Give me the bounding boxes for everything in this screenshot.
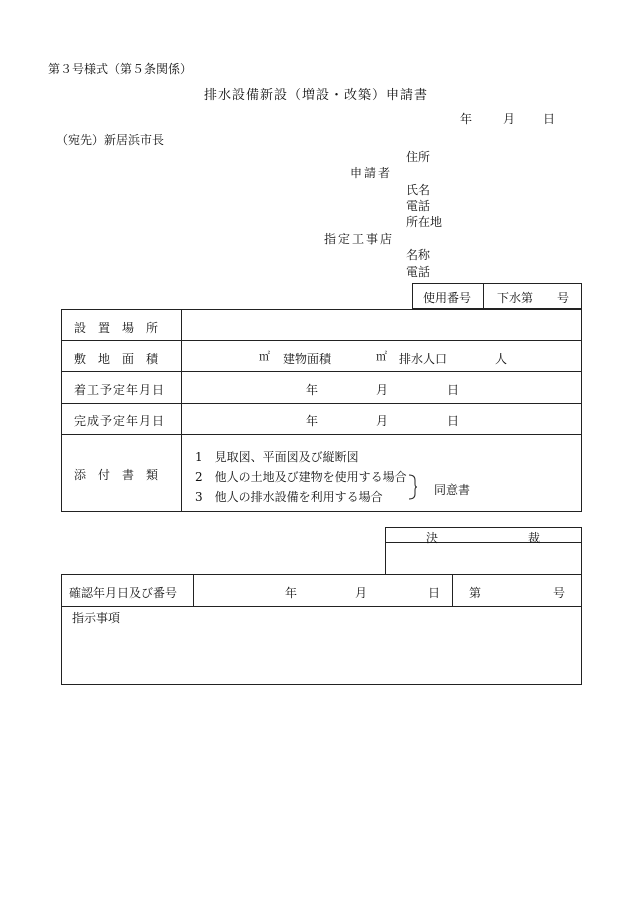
decision-label-right: 裁: [528, 531, 541, 545]
confirmation-number-suffix: 号: [553, 586, 566, 600]
site-area-label: 敷地面積: [74, 352, 171, 366]
completion-date-year: 年: [306, 414, 319, 428]
confirmation-year: 年: [285, 586, 298, 600]
attachment-item-2: 2 他人の土地及び建物を使用する場合: [195, 470, 407, 484]
contractor-name-label: 名称: [406, 248, 431, 262]
start-date-label: 着工予定年月日: [74, 383, 166, 397]
consent-label: 同意書: [434, 483, 471, 497]
confirmation-month: 月: [355, 586, 368, 600]
install-location-text: 設置場所: [74, 321, 171, 335]
usage-number-label: 使用番号: [423, 291, 472, 305]
drainage-population-unit: 人: [495, 352, 508, 366]
decision-label-left: 決: [426, 531, 439, 545]
decision-box: [385, 527, 582, 575]
date-month-label: 月: [503, 112, 516, 126]
contractor-label: 指定工事店: [324, 232, 395, 246]
start-date-day: 日: [447, 383, 460, 397]
building-area-unit: ㎡: [376, 350, 387, 363]
drainage-population-label: 排水人口: [399, 352, 448, 366]
confirmation-day: 日: [428, 586, 441, 600]
applicant-label: 申請者: [350, 166, 393, 180]
completion-date-label: 完成予定年月日: [74, 414, 166, 428]
attachment-item-1: 1 見取図、平面図及び縦断図: [195, 450, 359, 464]
usage-number-prefix: 下水第: [497, 291, 534, 305]
applicant-name-label: 氏名: [406, 183, 431, 197]
start-date-year: 年: [306, 383, 319, 397]
date-year-label: 年: [460, 112, 473, 126]
completion-date-month: 月: [376, 414, 389, 428]
site-area-unit: ㎡: [259, 350, 270, 363]
applicant-address-label: 住所: [406, 150, 431, 164]
attachment-item-3: 3 他人の排水設備を利用する場合: [195, 490, 383, 504]
consent-brace: [408, 474, 418, 500]
contractor-location-label: 所在地: [406, 215, 443, 229]
start-date-month: 月: [376, 383, 389, 397]
confirmation-number-prefix: 第: [469, 586, 482, 600]
usage-number-suffix: 号: [557, 291, 570, 305]
applicant-phone-label: 電話: [406, 199, 431, 213]
install-location-label: [74, 319, 170, 336]
confirmation-label: 確認年月日及び番号: [69, 586, 178, 600]
contractor-phone-label: 電話: [406, 265, 431, 279]
addressee: （宛先）新居浜市長: [56, 133, 165, 147]
date-day-label: 日: [543, 112, 556, 126]
completion-date-day: 日: [447, 414, 460, 428]
form-title: 排水設備新設（増設・改築）申請書: [204, 88, 429, 103]
form-number: 第３号様式（第５条関係）: [48, 62, 193, 76]
building-area-label: 建物面積: [283, 352, 332, 366]
instructions-label: 指示事項: [72, 611, 121, 625]
attachments-label: 添付書類: [74, 468, 171, 482]
